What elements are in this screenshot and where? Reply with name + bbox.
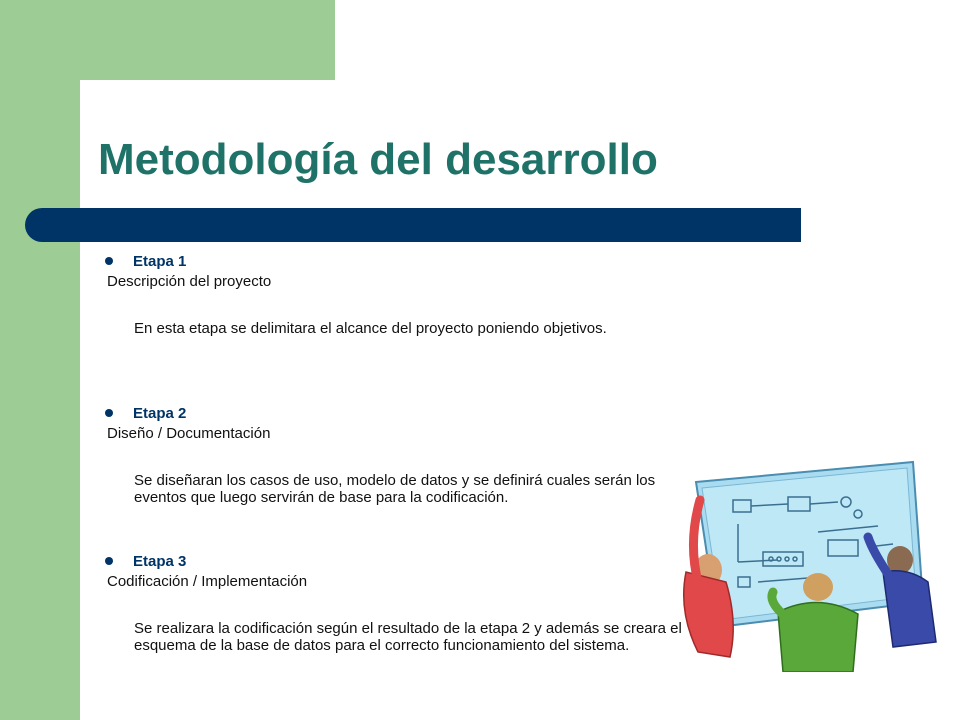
top-green-corner [80, 0, 335, 80]
page-title: Metodología del desarrollo [98, 135, 658, 184]
stage-1-description: En esta etapa se delimitara el alcance del proyecto poniendo objetivos. [134, 320, 607, 337]
stage-1-label: Etapa 1 [133, 252, 187, 270]
stage-1-heading [105, 250, 186, 272]
stage-2-heading [105, 402, 186, 424]
stage-3-description: Se realizara la codificación según el resultado de la etapa 2 y además se creara el esquema de la base de datos para el correcto funcionamiento del sistema. [134, 620, 682, 654]
team-planning-illustration-icon [678, 452, 940, 672]
stage-2-subtitle: Diseño / Documentación [107, 425, 271, 442]
bullet-icon [105, 257, 113, 265]
stage-3-label: Etapa 3 [133, 552, 187, 570]
bullet-icon [105, 409, 113, 417]
stage-2-label: Etapa 2 [133, 404, 187, 422]
title-underline-bar [25, 208, 801, 242]
stage-3-subtitle: Codificación / Implementación [107, 573, 308, 590]
stage-1-subtitle: Descripción del proyecto [107, 273, 272, 290]
stage-3-heading [105, 550, 186, 572]
stage-2-description: Se diseñaran los casos de uso, modelo de datos y se definirá cuales serán los eventos que luego servirán de base para la codificación. [134, 472, 656, 506]
side-green-band [0, 0, 80, 720]
bullet-icon [105, 557, 113, 565]
